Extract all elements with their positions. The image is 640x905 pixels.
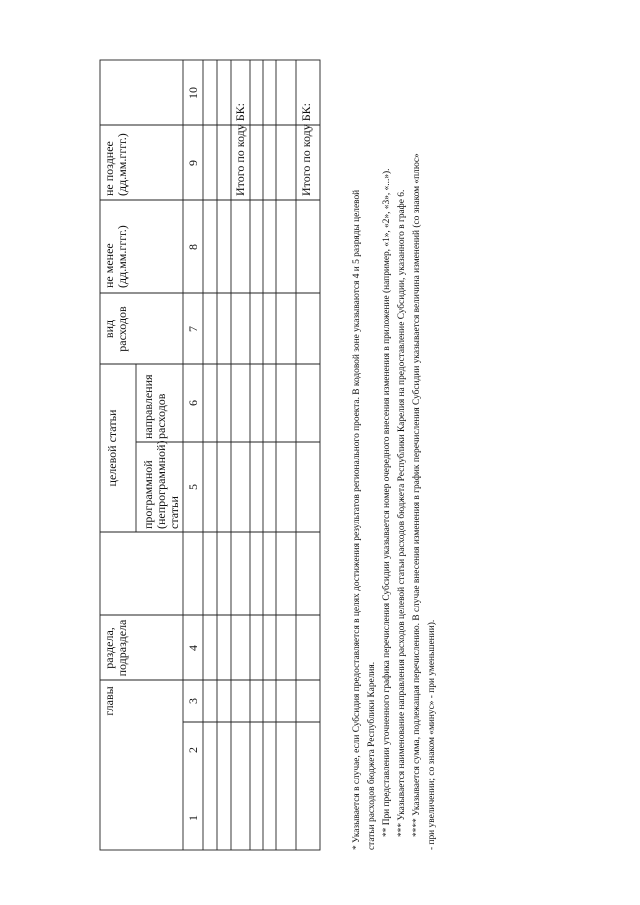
footnote-3: *** Указывается наименование направления расходов целевой статьи расходов бюджета Республики Карелия на предоставление Субсидии, указанного в графе 6. (397, 189, 407, 837)
header-razdela-line1: раздела, (102, 627, 116, 669)
header-ne-menee-line1: не менее (102, 243, 116, 288)
column-number-3: 3 (186, 698, 200, 704)
footnote-2: ** При представлении уточненного графика перечисления Субсидии указывается номер очередного внесения изменения в приложение (например, «1», «2», «3», «...»). (382, 168, 392, 837)
column-number-4: 4 (186, 645, 200, 651)
subtotal-label-row2: Итого по коду БК: (299, 102, 313, 196)
footnote-4-line2: - при увеличении; со знаком «минус» - при уменьшении). (427, 619, 437, 850)
column-number-6: 6 (186, 400, 200, 406)
header-ne-pozdnee-line2: (дд.мм.гггг.) (115, 133, 129, 196)
column-number-5: 5 (186, 484, 200, 490)
footnote-1-line1: * Указывается в случае, если Субсидия предоставляется в целях достижения результатов регионального проекта. В кодовой зоне указываются 4 и 5 разряды целевой (352, 189, 362, 850)
subtotal-label-row1: Итого по коду БК: (233, 102, 247, 196)
footnote-1-line2: статьи расходов бюджета Республики Карелия. (367, 661, 377, 850)
header-ne-pozdnee-line1: не позднее (102, 141, 116, 196)
header-vid-line1: вид (102, 319, 116, 339)
column-number-8: 8 (186, 244, 200, 250)
header-programmnoy-line3: статьи (167, 496, 181, 529)
column-number-10: 10 (186, 87, 200, 99)
header-napravleniya-line1: направления (141, 374, 155, 439)
header-glavy: главы (102, 686, 116, 716)
footnote-4-line1: **** Указывается сумма, подлежащая перечислению. В случае внесения изменения в график перечисления Субсидии указывается величина изменений (со знаком «плюс» (412, 153, 422, 837)
header-ne-menee-line2: (дд.мм.гггг.) (115, 225, 129, 288)
column-number-7: 7 (186, 326, 200, 332)
header-razdela-line2: подраздела (115, 619, 129, 677)
header-celevoy-stati: целевой статьи (105, 409, 119, 487)
header-programmnoy-line1: программной (141, 460, 155, 529)
header-vid-line2: расходов (115, 306, 129, 352)
column-number-9: 9 (186, 160, 200, 166)
column-number-1: 1 (186, 815, 200, 821)
column-number-2: 2 (186, 747, 200, 753)
header-programmnoy-line2: (непрограммной) (154, 440, 168, 529)
header-napravleniya-line2: расходов (154, 393, 168, 439)
